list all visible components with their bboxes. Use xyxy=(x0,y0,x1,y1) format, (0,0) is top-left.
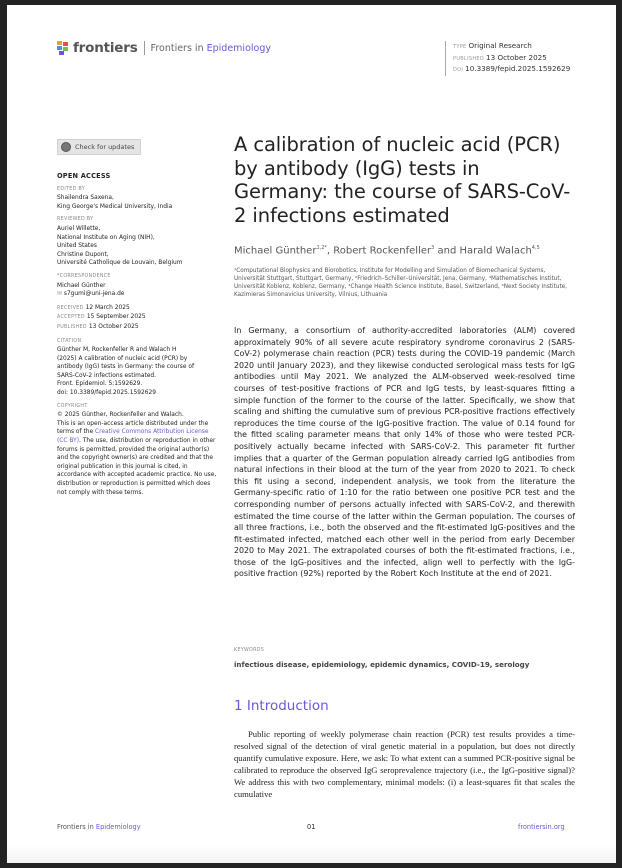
journal-name xyxy=(151,43,271,54)
correspondence-email[interactable] xyxy=(57,290,217,299)
citation-line: Günther M, Rockenfeller R and Walach H xyxy=(57,347,177,354)
reviewed-by-label: REVIEWED BY xyxy=(57,217,94,223)
footer-site-link[interactable]: frontiersin.org xyxy=(518,823,565,831)
keywords: infectious disease, epidemiology, epidemic dynamics, COVID-19, serology xyxy=(234,660,530,669)
abstract: In Germany, a consortium of authority-accredited laboratories (ALM) covered approximately 90% of all severe acute respiratory syndrome coronavirus 2 (SARS-CoV-2) polymerase chain reaction (PCR) tests during the COVID-19 pandemic (March 2020 until January 2023), and they likewise conducted serological mass tests for IgG antibodies until May 2021. We analyzed the ALM-observed week-resolved time courses of test-positive fractions of PCR and IgG tests, by least-squares fitting a simple function of the former to the course of the latter. Specifically, we show that scaling and shifting the cumulative sum of previous PCR-positive fractions effectively reproduces the time course of the IgG-positive fraction. The value of 0.14 found for the fitted scaling parameter means that only 14% of those who were tested PCR-positively actually became infected with SARS-CoV-2. This parameter fit further implies that a quarter of the German population already carried IgG antibodies from natural infections in their blood at the turn of the year from 2020 to 2021. To check this fit using a second, independent analysis, we took from the literature the Germany-specific ratio of 1:10 for the ratio between one positive PCR test and the corresponding number of persons actually infected with SARS-CoV-2, and therewith estimated the time course of the latter within the German population. The courses of all three fractions, i.e., both the observed and the fit-estimated IgG-positives and the fit-estimated infected, matched each other well in the period from early December 2020 to May 2021. The extrapolated courses of both the fit-estimated fractions, i.e., those of the IgG-positives and the infected, align well to perfectly with the IgG-positive fraction (92%) reported by the Robert Koch Institute at the end of 2021. xyxy=(234,326,575,579)
accepted-date: 15 September 2025 xyxy=(86,314,146,321)
author-sep: , xyxy=(326,245,334,257)
received-row xyxy=(57,304,217,314)
intro-paragraph: Public reporting of weekly polymerase chain reaction (PCR) test results provides a time-resolved signal of the detection of viral genetic material in a population, but does not directly quantify cumulative exposure. Here, we ask: To what extent can a summed PCR-positive signal be calibrated to reproduce the observed IgG seroprevalence trajectory (i.e., the IgG-positive signal)? We address this with two complementary, minimal models: (i) a least-squares fit that scales the cumulative xyxy=(234,729,575,800)
pdf-page xyxy=(7,5,616,863)
footer-journal xyxy=(57,823,141,831)
page-number: 01 xyxy=(307,823,316,831)
author-list xyxy=(234,245,540,256)
citation-doi[interactable]: doi: 10.3389/fepid.2025.1592629 xyxy=(57,390,156,397)
published-row xyxy=(57,323,217,333)
journal-prefix: Frontiers in xyxy=(150,42,207,54)
type-value: Original Research xyxy=(468,41,532,50)
accepted-row xyxy=(57,313,217,323)
author-sep: and xyxy=(434,245,460,257)
received-date: 12 March 2025 xyxy=(85,304,130,311)
citation-line: SARS-CoV-2 infections estimated. xyxy=(57,372,157,379)
check-updates-label: Check for updates xyxy=(75,143,135,151)
accepted-label: ACCEPTED xyxy=(57,315,85,321)
copyright-rest: . The use, distribution or reproduction in other forums is permitted, provided the original author(s) and the copyright owner(s) are credited and that the original publication in this journal is cited, in accordance with accepted academic practice. No use, distribution or reproduction is permitted which does not comply with these terms. xyxy=(57,438,217,496)
affiliations: ¹Computational Biophysics and Biorobotics, Institute for Modelling and Simulation of Biomechanical Systems, Universität Stuttgart, Stuttgart, Germany, ²Friedrich–Schiller–Universität, Jena, Germany, ³Mathematisches Institut, Universität Koblenz, Koblenz, Germany, ⁴Change Health Science Institute, Basel, Switzerland, ⁵Next Society Institute, Kazimieras Simonavicius University, Vilnius, Lithuania xyxy=(234,268,567,298)
reviewer-line: Université Catholique de Louvain, Belgium xyxy=(57,260,183,267)
author-name[interactable]: Michael Günther xyxy=(234,245,317,257)
footer-journal-prefix: Frontiers in xyxy=(57,823,96,831)
article-type xyxy=(453,41,570,53)
author-name[interactable]: Harald Walach xyxy=(459,245,532,257)
section-heading: 1 Introduction xyxy=(234,698,329,714)
editor-name: Shailendra Saxena, xyxy=(57,195,114,202)
published-label: PUBLISHED xyxy=(453,55,485,62)
copyright-holder: © 2025 Günther, Rockenfeller and Walach. xyxy=(57,412,184,419)
reviewer-line: United States xyxy=(57,243,97,250)
editor-affiliation: King George's Medical University, India xyxy=(57,203,173,210)
footer-journal-name: Epidemiology xyxy=(95,823,141,831)
email-text: s7gumi@uni-jena.de xyxy=(63,291,125,298)
license-link[interactable]: Creative Commons Attribution License (CC BY) xyxy=(57,429,209,445)
article-meta xyxy=(445,41,570,76)
citation-line: antibody (IgG) tests in Germany: the course of xyxy=(57,364,195,371)
copyright-text xyxy=(57,420,217,497)
reviewer-line: National Institute on Aging (NIH), xyxy=(57,234,155,241)
crossmark-icon xyxy=(61,142,71,152)
correspondence-name: Michael Günther xyxy=(57,282,106,289)
correspondence-label: *CORRESPONDENCE xyxy=(57,273,111,279)
type-label: TYPE xyxy=(453,44,467,50)
frontiers-logo xyxy=(57,40,271,56)
copyright-line: under the terms of the xyxy=(57,420,209,436)
article-doi xyxy=(453,64,570,76)
journal-title: Epidemiology xyxy=(206,42,271,54)
author-affil-sup: 1,2* xyxy=(316,245,327,251)
logo-divider xyxy=(144,41,145,55)
reviewer-line: Christine Dupont, xyxy=(57,251,109,258)
reviewer-line: Auriel Willette, xyxy=(57,225,101,232)
check-for-updates-button[interactable] xyxy=(57,139,141,155)
published-label: PUBLISHED xyxy=(57,324,87,330)
published-date: 13 October 2025 xyxy=(88,323,139,330)
article-title: A calibration of nucleic acid (PCR) by antibody (IgG) tests in Germany: the course of SARS-CoV-2 infections estimated xyxy=(234,133,571,227)
published-value: 13 October 2025 xyxy=(486,52,547,62)
brand-name: frontiers xyxy=(73,40,138,56)
doi-value[interactable]: 10.3389/fepid.2025.1592629 xyxy=(465,64,571,74)
author-name[interactable]: Robert Rockenfeller xyxy=(333,245,432,257)
sidebar-info xyxy=(57,172,217,497)
citation-label: CITATION xyxy=(57,338,82,344)
frontiers-logo-icon xyxy=(57,41,69,55)
envelope-icon: ✉ xyxy=(57,291,64,298)
edited-by-label: EDITED BY xyxy=(57,186,85,192)
author-affil-sup: 4,5 xyxy=(531,245,540,251)
doi-label: DOI xyxy=(453,67,464,74)
citation-line: (2025) A calibration of nucleic acid (PCR) by xyxy=(57,355,188,362)
copyright-line: This is an open-access article distributed xyxy=(57,420,178,427)
author-affil-sup: 3 xyxy=(431,245,435,251)
citation-line: Front. Epidemiol. 5:1592629. xyxy=(57,381,143,388)
open-access-label: OPEN ACCESS xyxy=(57,172,111,180)
copyright-label: COPYRIGHT xyxy=(57,403,88,409)
article-published xyxy=(453,53,570,65)
received-label: RECEIVED xyxy=(57,305,84,311)
keywords-label: KEYWORDS xyxy=(234,648,265,653)
